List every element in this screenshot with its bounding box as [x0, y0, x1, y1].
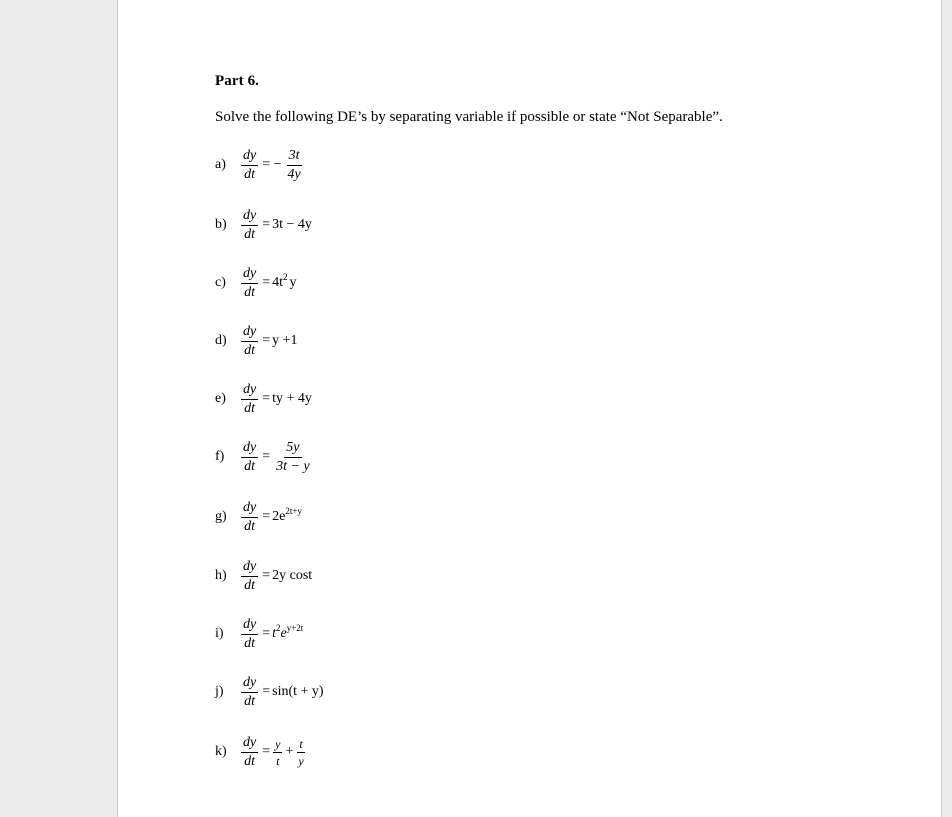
- rhs-fraction-2: [296, 737, 305, 768]
- equation: [239, 672, 324, 712]
- rhs-exponent: 2: [276, 623, 281, 633]
- derivative-fraction: [241, 617, 258, 652]
- derivative-fraction: [241, 266, 258, 301]
- derivative-fraction: [241, 208, 258, 243]
- rhs-expression: [272, 506, 302, 525]
- problem-c: [215, 263, 615, 307]
- derivative-fraction: [241, 500, 258, 535]
- derivative-fraction: [241, 440, 258, 475]
- equals-sign: =: [262, 217, 271, 232]
- rhs-numerator-2: t: [299, 736, 303, 751]
- instructions-text: Solve the following DE’s by separating variable if possible or state “Not Separable”.: [215, 109, 723, 125]
- equation: [239, 379, 312, 419]
- rhs-fraction: [274, 440, 312, 475]
- derivative-denominator: dt: [244, 753, 256, 769]
- rhs-base: 4t: [272, 275, 284, 290]
- rhs-expression: 3t − 4y: [272, 217, 312, 232]
- derivative-numerator: dy: [241, 559, 258, 577]
- problem-a: [215, 145, 615, 189]
- derivative-numerator: dy: [241, 148, 258, 166]
- problem-label: e): [215, 391, 226, 406]
- derivative-fraction: [241, 324, 258, 359]
- problem-label: h): [215, 568, 227, 583]
- rhs-tail: e: [280, 626, 287, 641]
- problem-label: c): [215, 275, 226, 290]
- derivative-numerator: dy: [241, 675, 258, 693]
- rhs-expression: 2y cost: [272, 568, 313, 583]
- rhs-base: 2e: [272, 509, 286, 524]
- derivative-fraction: [241, 559, 258, 594]
- derivative-numerator: dy: [241, 382, 258, 400]
- equals-sign: =: [262, 275, 271, 290]
- problem-i: [215, 614, 615, 658]
- rhs-exponent-2: y+2t: [286, 623, 304, 633]
- derivative-fraction: [241, 675, 258, 710]
- equation: [239, 205, 312, 245]
- equals-sign: =: [262, 449, 271, 464]
- derivative-denominator: dt: [244, 226, 256, 242]
- derivative-denominator: dt: [244, 342, 256, 358]
- part-heading: Part 6.: [215, 73, 260, 89]
- problem-label: j): [215, 684, 224, 699]
- equation: [239, 437, 314, 477]
- equation: [239, 145, 305, 185]
- equals-sign: =: [262, 684, 271, 699]
- rhs-numerator: 5y: [284, 440, 301, 458]
- problem-k: [215, 732, 615, 776]
- rhs-fraction-1: [273, 737, 282, 768]
- rhs-exponent: 2t+y: [285, 506, 302, 516]
- derivative-denominator: dt: [244, 518, 256, 534]
- equation: [239, 556, 312, 596]
- rhs-exponent: 2: [283, 272, 288, 282]
- rhs-denominator: 3t − y: [276, 458, 310, 474]
- plus-sign: +: [285, 744, 294, 759]
- derivative-denominator: dt: [244, 577, 256, 593]
- rhs-denominator: 4y: [287, 166, 301, 182]
- rhs-denominator-2: y: [298, 753, 304, 768]
- rhs-fraction: [286, 148, 303, 183]
- rhs-expression: ty + 4y: [272, 391, 312, 406]
- derivative-denominator: dt: [244, 635, 256, 651]
- problem-label: d): [215, 333, 227, 348]
- equals-sign: =: [262, 568, 271, 583]
- derivative-numerator: dy: [241, 500, 258, 518]
- problem-d: [215, 321, 615, 365]
- problem-label: b): [215, 217, 227, 232]
- equation: [239, 263, 297, 303]
- equals-sign: =: [262, 391, 271, 406]
- derivative-fraction: [241, 382, 258, 417]
- rhs-base: t: [272, 626, 277, 641]
- problem-e: [215, 379, 615, 423]
- problem-label: g): [215, 509, 227, 524]
- rhs-numerator: 3t: [287, 148, 302, 166]
- derivative-denominator: dt: [244, 458, 256, 474]
- derivative-denominator: dt: [244, 693, 256, 709]
- derivative-numerator: dy: [241, 324, 258, 342]
- rhs-denominator: t: [276, 753, 280, 768]
- equation: [239, 614, 303, 654]
- derivative-numerator: dy: [241, 440, 258, 458]
- problem-j: [215, 672, 615, 716]
- problem-b: [215, 205, 615, 249]
- equation: [239, 321, 298, 361]
- rhs-expression: sin(t + y): [272, 684, 324, 699]
- derivative-numerator: dy: [241, 208, 258, 226]
- rhs-expression: [272, 272, 297, 291]
- derivative-denominator: dt: [244, 284, 256, 300]
- equals-sign: =: [262, 333, 271, 348]
- equals-sign: =: [262, 626, 271, 641]
- equals-sign: =: [262, 509, 271, 524]
- derivative-fraction: [241, 148, 258, 183]
- equals-sign: =: [262, 744, 271, 759]
- equation: [239, 732, 307, 772]
- rhs-expression: [272, 623, 304, 642]
- derivative-numerator: dy: [241, 617, 258, 635]
- derivative-denominator: dt: [244, 166, 256, 182]
- equation: [239, 497, 302, 537]
- rhs-numerator: y: [275, 736, 281, 751]
- derivative-denominator: dt: [244, 400, 256, 416]
- problem-label: k): [215, 744, 227, 759]
- problem-label: a): [215, 157, 226, 172]
- derivative-fraction: [241, 735, 258, 770]
- problem-h: [215, 556, 615, 600]
- problem-g: [215, 497, 615, 541]
- problem-f: [215, 437, 615, 481]
- derivative-numerator: dy: [241, 735, 258, 753]
- rhs-tail: y: [289, 275, 297, 290]
- problem-label: f): [215, 449, 225, 464]
- derivative-numerator: dy: [241, 266, 258, 284]
- rhs-expression: y +1: [272, 333, 298, 348]
- problem-label: i): [215, 626, 224, 641]
- equals-minus: = −: [262, 157, 282, 172]
- document-page: [117, 0, 942, 817]
